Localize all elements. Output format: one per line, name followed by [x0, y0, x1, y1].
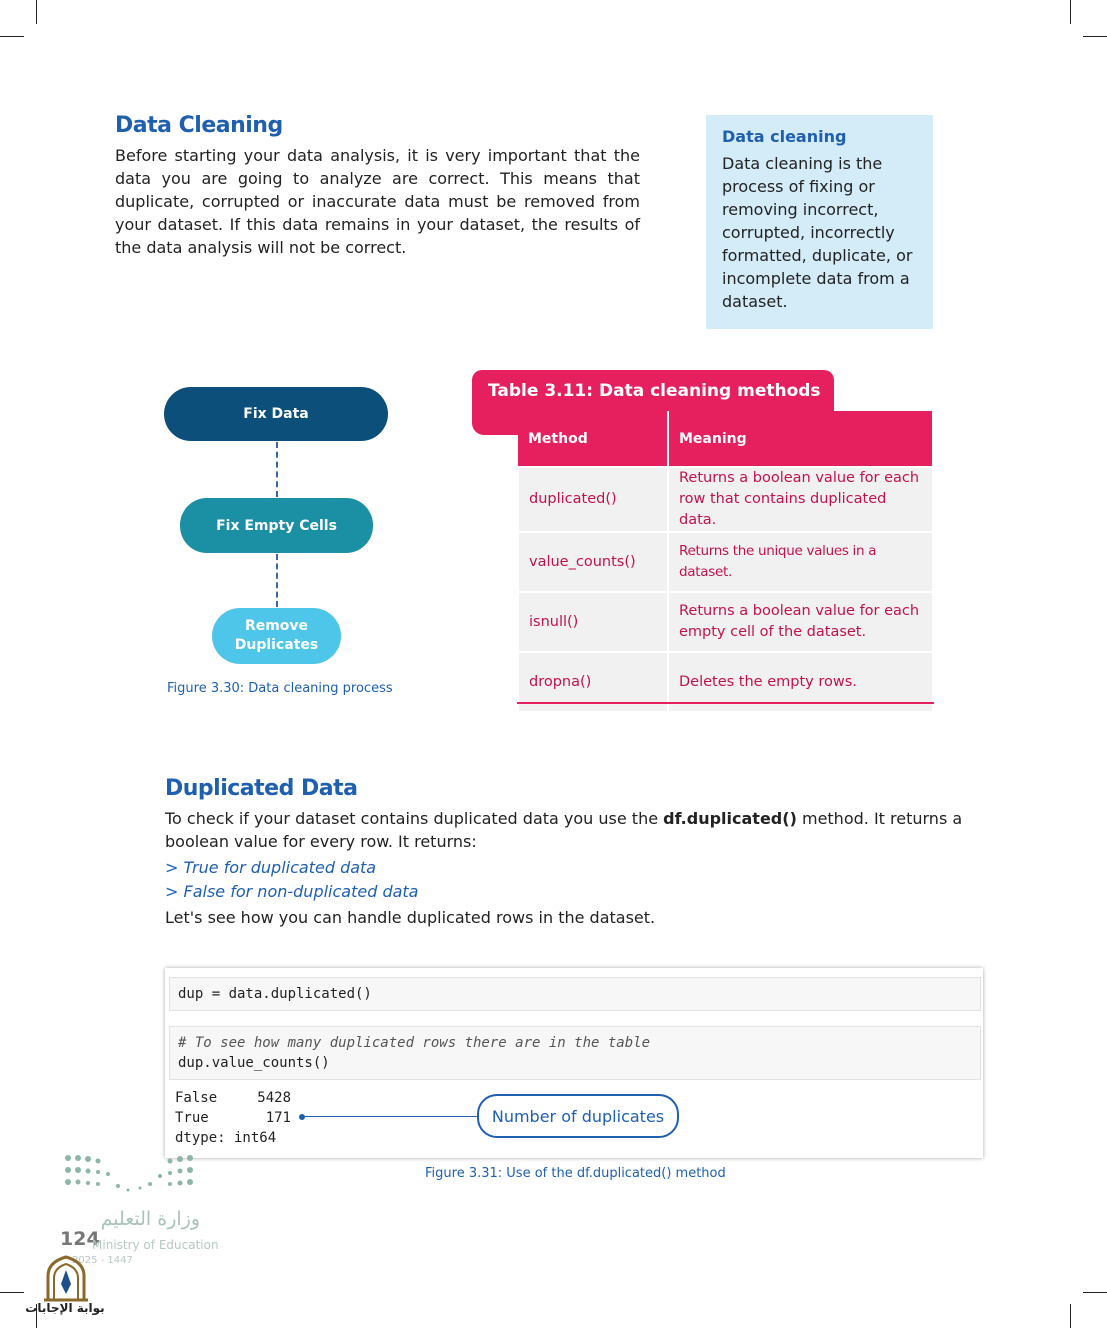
ministry-english: Ministry of Education	[92, 1238, 219, 1252]
figure-caption: Figure 3.31: Use of the df.duplicated() method	[425, 1166, 726, 1181]
method-cell: value_counts()	[518, 532, 668, 592]
definition-title: Data cleaning	[722, 127, 847, 146]
crop-mark	[1070, 1304, 1071, 1328]
intro-text: To check if your dataset contains duplicated data you use the	[165, 809, 664, 828]
output-value: 5428	[257, 1090, 291, 1106]
section-heading: Duplicated Data	[165, 776, 358, 801]
ministry-logo-dots	[62, 1150, 202, 1196]
column-header: Meaning	[668, 411, 933, 467]
output-label: True	[175, 1110, 209, 1126]
step-fix-empty-cells: Fix Empty Cells	[180, 498, 373, 553]
bullet-item: > False for non-duplicated data	[165, 882, 419, 901]
connector-line	[276, 554, 278, 607]
code-comment: # To see how many duplicated rows there are in the table	[178, 1035, 651, 1051]
table-row	[518, 467, 933, 532]
code-notebook	[165, 968, 983, 1158]
table-row	[518, 592, 933, 652]
code-cell	[169, 1026, 981, 1080]
table-bottom-border	[517, 702, 934, 704]
page-number: 124	[60, 1228, 100, 1250]
ministry-year: 2025 - 1447	[72, 1255, 133, 1266]
gateway-logo-icon	[44, 1254, 88, 1302]
duplicates-annotation: Number of duplicates	[477, 1094, 679, 1138]
table-title: Table 3.11: Data cleaning methods	[472, 370, 834, 412]
crop-mark	[0, 36, 24, 37]
output-row	[175, 1088, 291, 1108]
methods-table	[517, 411, 934, 713]
crop-mark	[36, 0, 37, 24]
crop-mark	[1070, 0, 1071, 24]
connector-line	[276, 442, 278, 497]
step-fix-data: Fix Data	[164, 387, 388, 441]
table-header-row	[518, 411, 933, 467]
bullet-item: > True for duplicated data	[165, 858, 377, 877]
definition-box	[706, 115, 933, 329]
method-cell: isnull()	[518, 592, 668, 652]
meaning-cell: Returns a boolean value for each row that contains duplicated data.	[668, 467, 933, 532]
ministry-arabic: وزارة التعليم	[100, 1208, 200, 1230]
column-header: Method	[518, 411, 668, 467]
meaning-cell: Returns a boolean value for each empty cell of the dataset.	[668, 592, 933, 652]
figure-caption: Figure 3.30: Data cleaning process	[167, 681, 393, 696]
inline-code: df.duplicated()	[663, 809, 797, 828]
output-label: False	[175, 1090, 218, 1106]
method-cell: duplicated()	[518, 467, 668, 532]
crop-mark	[1083, 36, 1107, 37]
output-dtype: dtype: int64	[175, 1130, 277, 1146]
definition-text: Data cleaning is the process of fixing or removing incorrect, corrupted, incorrectly formatted, duplicate, or incomplete data from a dataset.	[722, 154, 913, 311]
crop-mark	[1083, 1292, 1107, 1293]
meaning-cell: Deletes the empty rows.	[668, 652, 933, 712]
duplicated-data-section	[165, 776, 995, 929]
table-row	[518, 532, 933, 592]
section-heading: Data Cleaning	[115, 113, 283, 138]
code-line: dup = data.duplicated()	[178, 986, 372, 1002]
table-title-tab	[472, 411, 518, 435]
output-value: 171	[265, 1110, 291, 1126]
gateway-name: بوابة الإجابات	[25, 1301, 105, 1315]
crop-mark	[0, 1292, 24, 1293]
intro-text: method. It returns a boolean value for every row. It returns:	[165, 809, 963, 851]
pointer-line	[305, 1116, 477, 1117]
duplicated-data-outro: Let's see how you can handle duplicated rows in the dataset.	[165, 908, 656, 927]
step-remove-duplicates: Remove Duplicates	[212, 608, 341, 664]
data-cleaning-section	[115, 113, 640, 259]
code-line: dup.value_counts()	[178, 1055, 330, 1071]
duplicated-data-intro	[165, 807, 995, 853]
output-row	[175, 1108, 291, 1128]
code-cell	[169, 977, 981, 1011]
data-cleaning-paragraph: Before starting your data analysis, it is very important that the data you are going to analyze are correct. This means that duplicate, corrupted or inaccurate data must be removed from your dataset. If this data remains in your dataset, the results of the data analysis will not be correct.	[115, 146, 640, 257]
method-cell: dropna()	[518, 652, 668, 712]
pointer-dot	[299, 1114, 305, 1120]
meaning-cell: Returns the unique values in a dataset.	[668, 532, 933, 592]
